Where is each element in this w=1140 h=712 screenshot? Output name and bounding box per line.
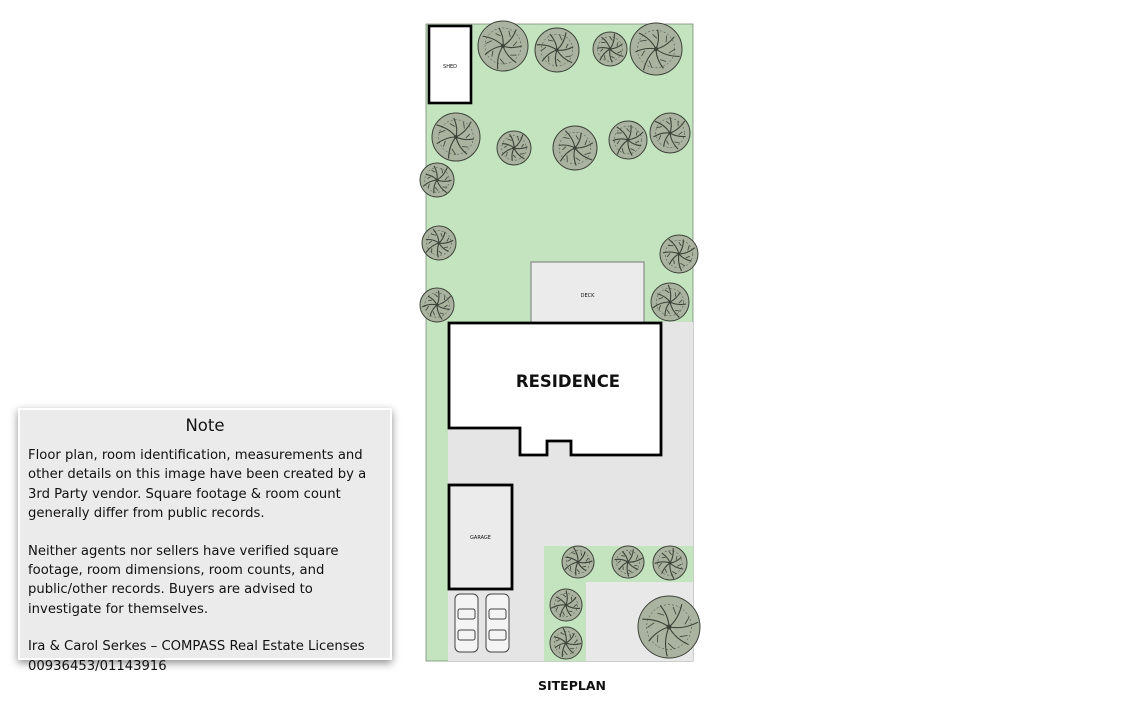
tree-icon [550,627,582,659]
tree-icon [653,546,687,580]
tree-icon [638,596,700,658]
tree-icon [550,589,582,621]
tree-icon [630,23,682,75]
tree-icon [420,288,454,322]
deck-label: DECK [580,293,595,299]
tree-icon [497,131,531,165]
tree-icon [553,126,597,170]
tree-icon [562,546,594,578]
tree-icon [432,113,480,161]
siteplan-caption: SITEPLAN [538,678,606,693]
tree-icon [422,226,456,260]
note-paragraph-disclaimer: Floor plan, room identification, measurements and other details on this image have been created by a 3rd Party vendor. Square footage & room count generally differ from public records. [28,448,367,522]
residence-label: RESIDENCE [515,372,621,391]
tree-icon [478,21,528,71]
tree-icon [420,163,454,197]
tree-icon [535,28,579,72]
tree-icon [660,235,698,273]
note-paragraph-verification: Neither agents nor sellers have verified square footage, room dimensions, room counts, and public/other records. Buyers are advised to investigate for themselves. [28,543,339,617]
garage-label: GARAGE [470,535,491,541]
note-paragraph-agent: Ira & Carol Serkes – COMPASS Real Estate Licenses 00936453/01143916 [28,639,365,674]
car-2 [486,594,509,652]
tree-icon [612,546,644,578]
tree-icon [593,32,627,66]
note-title: Note [185,416,225,435]
tree-icon [650,113,690,153]
note-panel [18,408,392,674]
tree-icon [609,121,647,159]
tree-icon [651,283,689,321]
car-1 [455,594,478,652]
shed-label: SHED [443,64,457,70]
